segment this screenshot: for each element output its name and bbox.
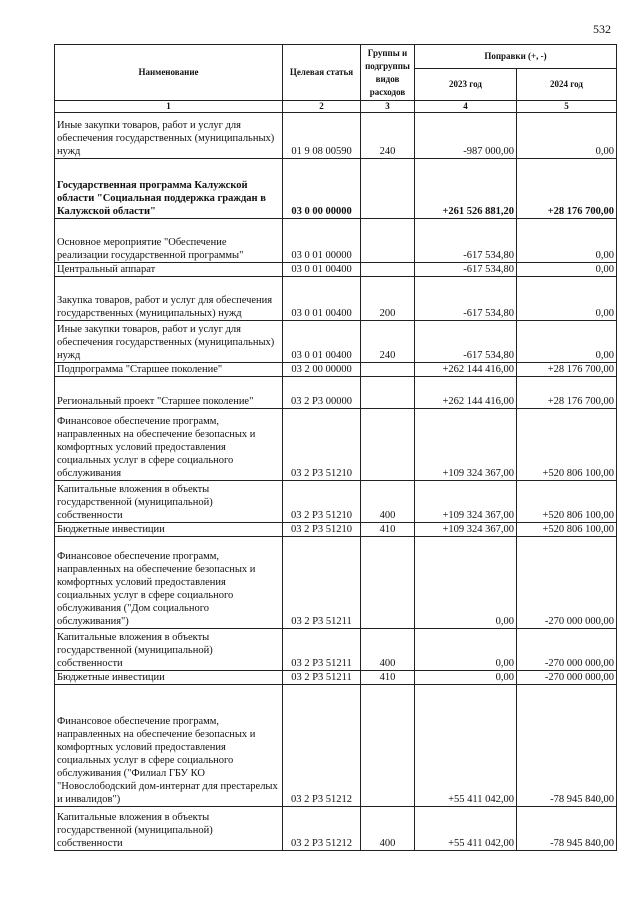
col-number: 3 <box>361 101 415 113</box>
column-numbers-row <box>55 101 617 113</box>
col-number: 5 <box>517 101 617 113</box>
table-body <box>55 113 617 851</box>
table-row <box>55 481 617 523</box>
row-2023-amount-cell: 0,00 <box>415 537 517 629</box>
row-2023-amount-cell: +261 526 881,20 <box>415 159 517 219</box>
col-number: 1 <box>55 101 283 113</box>
row-target-code-cell: 03 2 P3 51211 <box>283 537 361 629</box>
row-2023-amount-cell: +109 324 367,00 <box>415 409 517 481</box>
row-2023-amount-cell: +55 411 042,00 <box>415 685 517 807</box>
row-name-cell: Финансовое обеспечение программ, направленных на обеспечение безопасных и комфортных условий предоставления социальных услуг в сфере социального обслуживания ("Дом социального обслуживания") <box>55 537 283 629</box>
row-2024-amount-cell: +520 806 100,00 <box>517 523 617 537</box>
header-year-2023: 2023 год <box>415 69 517 101</box>
row-name-cell: Капитальные вложения в объекты государственной (муниципальной) собственности <box>55 629 283 671</box>
header-name: Наименование <box>55 45 283 101</box>
table-row <box>55 807 617 851</box>
row-group-cell: 410 <box>361 523 415 537</box>
table-row <box>55 159 617 219</box>
row-2023-amount-cell: 0,00 <box>415 671 517 685</box>
row-group-cell <box>361 377 415 409</box>
col-number: 2 <box>283 101 361 113</box>
table-row <box>55 321 617 363</box>
table-row <box>55 113 617 159</box>
row-name-cell: Капитальные вложения в объекты государственной (муниципальной) собственности <box>55 481 283 523</box>
row-group-cell: 240 <box>361 113 415 159</box>
row-2023-amount-cell: +109 324 367,00 <box>415 481 517 523</box>
row-2024-amount-cell: +520 806 100,00 <box>517 481 617 523</box>
table-row <box>55 671 617 685</box>
page-number: 532 <box>593 22 611 36</box>
row-2023-amount-cell: -617 534,80 <box>415 321 517 363</box>
table-row <box>55 629 617 671</box>
row-name-cell: Бюджетные инвестиции <box>55 671 283 685</box>
row-2023-amount-cell: -617 534,80 <box>415 263 517 277</box>
row-target-code-cell: 03 0 00 00000 <box>283 159 361 219</box>
row-2023-amount-cell: +55 411 042,00 <box>415 807 517 851</box>
row-target-code-cell: 03 2 P3 51212 <box>283 685 361 807</box>
row-group-cell <box>361 537 415 629</box>
row-target-code-cell: 03 2 P3 00000 <box>283 377 361 409</box>
row-target-code-cell: 03 2 P3 51210 <box>283 481 361 523</box>
row-name-cell: Закупка товаров, работ и услуг для обеспечения государственных (муниципальных) нужд <box>55 277 283 321</box>
row-2024-amount-cell: +28 176 700,00 <box>517 363 617 377</box>
table-header <box>55 45 617 113</box>
row-group-cell <box>361 159 415 219</box>
row-group-cell <box>361 263 415 277</box>
row-2024-amount-cell: +28 176 700,00 <box>517 377 617 409</box>
row-2023-amount-cell: -617 534,80 <box>415 277 517 321</box>
row-2024-amount-cell: -270 000 000,00 <box>517 629 617 671</box>
row-group-cell <box>361 219 415 263</box>
row-name-cell: Иные закупки товаров, работ и услуг для обеспечения государственных (муниципальных) нужд <box>55 113 283 159</box>
table-row <box>55 409 617 481</box>
table-row <box>55 685 617 807</box>
row-name-cell: Иные закупки товаров, работ и услуг для обеспечения государственных (муниципальных) нужд <box>55 321 283 363</box>
header-year-2024: 2024 год <box>517 69 617 101</box>
row-group-cell: 400 <box>361 481 415 523</box>
row-2023-amount-cell: +109 324 367,00 <box>415 523 517 537</box>
header-amendments: Поправки (+, -) <box>415 45 617 69</box>
row-group-cell: 200 <box>361 277 415 321</box>
row-2023-amount-cell: -987 000,00 <box>415 113 517 159</box>
row-target-code-cell: 03 2 P3 51211 <box>283 629 361 671</box>
row-group-cell <box>361 409 415 481</box>
row-group-cell <box>361 363 415 377</box>
row-target-code-cell: 03 0 01 00400 <box>283 277 361 321</box>
row-target-code-cell: 03 0 01 00400 <box>283 321 361 363</box>
row-2024-amount-cell: 0,00 <box>517 113 617 159</box>
row-group-cell: 410 <box>361 671 415 685</box>
row-target-code-cell: 03 0 01 00000 <box>283 219 361 263</box>
table-row <box>55 219 617 263</box>
row-name-cell: Подпрограмма "Старшее поколение" <box>55 363 283 377</box>
row-2024-amount-cell: -270 000 000,00 <box>517 671 617 685</box>
row-name-cell: Центральный аппарат <box>55 263 283 277</box>
row-target-code-cell: 03 0 01 00400 <box>283 263 361 277</box>
table-row <box>55 363 617 377</box>
row-group-cell <box>361 685 415 807</box>
row-2024-amount-cell: +28 176 700,00 <box>517 159 617 219</box>
row-2023-amount-cell: +262 144 416,00 <box>415 363 517 377</box>
row-2024-amount-cell: -78 945 840,00 <box>517 685 617 807</box>
row-2024-amount-cell: 0,00 <box>517 219 617 263</box>
row-2024-amount-cell: 0,00 <box>517 277 617 321</box>
row-target-code-cell: 03 2 P3 51210 <box>283 409 361 481</box>
row-name-cell: Основное мероприятие "Обеспечение реализации государственной программы" <box>55 219 283 263</box>
table-row <box>55 537 617 629</box>
row-name-cell: Бюджетные инвестиции <box>55 523 283 537</box>
row-2023-amount-cell: 0,00 <box>415 629 517 671</box>
row-name-cell: Капитальные вложения в объекты государственной (муниципальной) собственности <box>55 807 283 851</box>
row-name-cell: Региональный проект "Старшее поколение" <box>55 377 283 409</box>
table-row <box>55 377 617 409</box>
row-target-code-cell: 03 2 P3 51211 <box>283 671 361 685</box>
row-group-cell: 400 <box>361 629 415 671</box>
row-name-cell: Государственная программа Калужской области "Социальная поддержка граждан в Калужской области" <box>55 159 283 219</box>
row-name-cell: Финансовое обеспечение программ, направленных на обеспечение безопасных и комфортных условий предоставления социальных услуг в сфере социального обслуживания <box>55 409 283 481</box>
header-target: Целевая статья <box>283 45 361 101</box>
table-row <box>55 523 617 537</box>
table-row <box>55 263 617 277</box>
row-group-cell: 240 <box>361 321 415 363</box>
row-target-code-cell: 01 9 08 00590 <box>283 113 361 159</box>
row-2023-amount-cell: +262 144 416,00 <box>415 377 517 409</box>
row-2024-amount-cell: -270 000 000,00 <box>517 537 617 629</box>
row-2023-amount-cell: -617 534,80 <box>415 219 517 263</box>
col-number: 4 <box>415 101 517 113</box>
row-target-code-cell: 03 2 P3 51212 <box>283 807 361 851</box>
table-row <box>55 277 617 321</box>
header-groups: Группы и подгруппы видов расходов <box>361 45 415 101</box>
row-2024-amount-cell: +520 806 100,00 <box>517 409 617 481</box>
row-2024-amount-cell: 0,00 <box>517 263 617 277</box>
row-target-code-cell: 03 2 00 00000 <box>283 363 361 377</box>
row-2024-amount-cell: 0,00 <box>517 321 617 363</box>
row-2024-amount-cell: -78 945 840,00 <box>517 807 617 851</box>
budget-table <box>54 44 617 851</box>
row-group-cell: 400 <box>361 807 415 851</box>
row-target-code-cell: 03 2 P3 51210 <box>283 523 361 537</box>
row-name-cell: Финансовое обеспечение программ, направленных на обеспечение безопасных и комфортных условий предоставления социальных услуг в сфере социального обслуживания ("Филиал ГБУ КО "Новослободский дом-интернат для престарелых и инвалидов") <box>55 685 283 807</box>
